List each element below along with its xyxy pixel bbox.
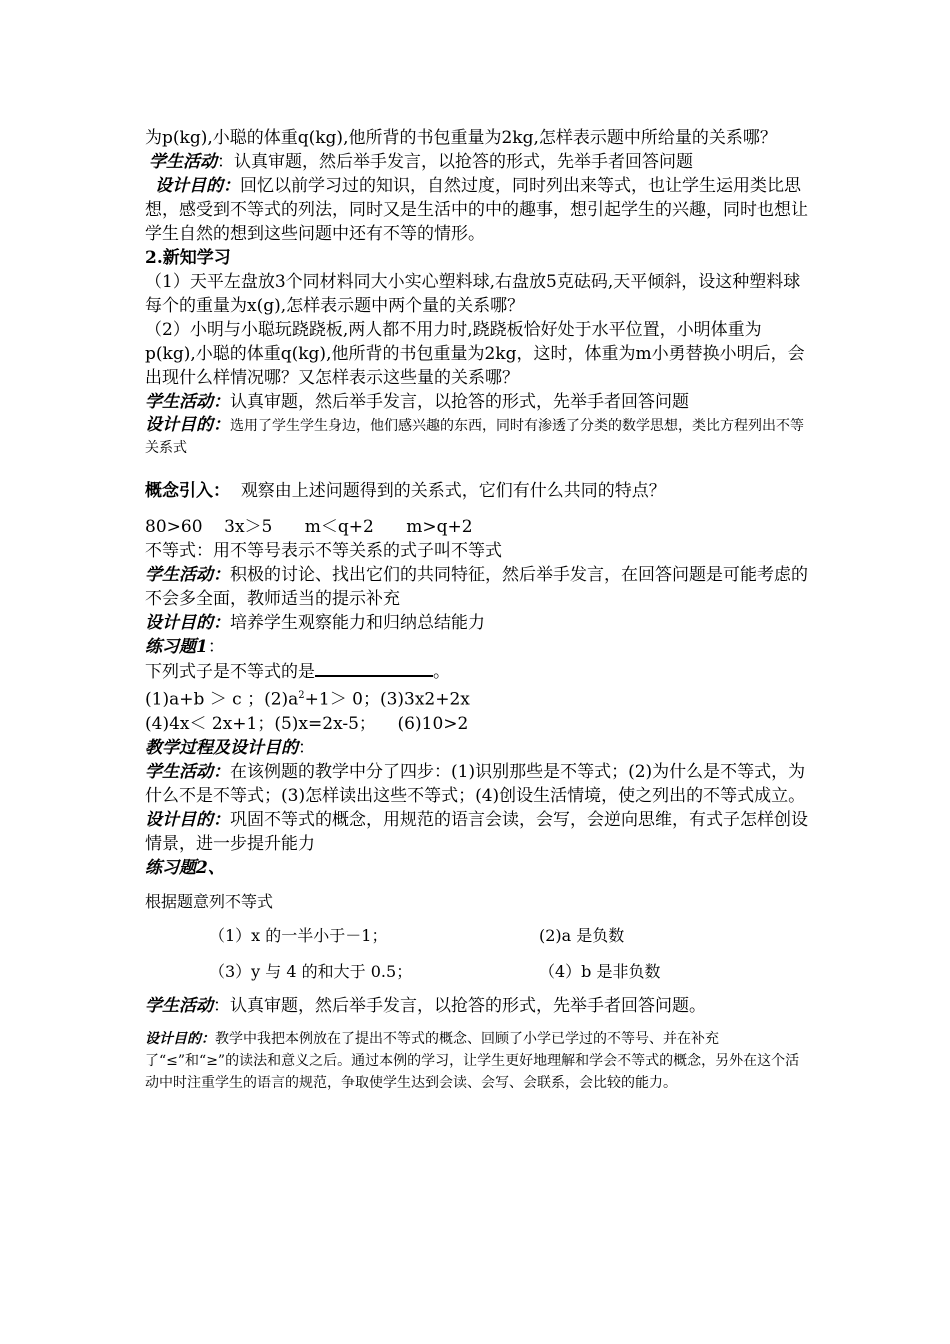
- activity-text: ：认真审题，然后举手发言，以抢答的形式，先举手者回答问题。: [213, 995, 706, 1016]
- exercise-2-row-2: [145, 956, 810, 988]
- activity-paragraph-3: [145, 563, 810, 611]
- purpose-text: 巩固不等式的概念，用规范的语言会读，会写，会逆向思维，有式子怎样创设情景，进一步提升能力: [145, 809, 808, 854]
- exercise-item: （1）x 的一半小于－1；: [209, 925, 388, 945]
- question-text: 下列式子是不等式的是: [145, 662, 315, 682]
- process-title-text: 教学过程及设计目的: [145, 737, 298, 758]
- purpose-text: 教学中我把本例放在了提出不等式的概念、回顾了小学已学过的不等号、并在补充了“≤”和“≥”的读法和意义之后。通过本例的学习，让学生更好地理解和学会不等式的概念，另外在这个活动中时注重学生的语言的规范，争取使学生达到会读、会写、会联系，会比较的能力。: [145, 1030, 800, 1091]
- purpose-paragraph-3: [145, 611, 810, 635]
- process-title: [145, 736, 810, 760]
- purpose-paragraph-5: [145, 1028, 810, 1094]
- question-suffix: 。: [433, 662, 450, 682]
- purpose-text: 选用了学生学生身边，他们感兴趣的东西，同时有渗透了分类的数学思想，类比方程列出不等关系式: [145, 418, 804, 456]
- purpose-label: 设计目的：: [145, 613, 230, 633]
- activity-label: 学生活动：: [145, 565, 230, 585]
- exercise-item: （4）b 是非负数: [539, 961, 661, 981]
- activity-label: 学生活动: [145, 995, 213, 1016]
- purpose-paragraph-2: [145, 414, 810, 459]
- activity-paragraph-4: [145, 760, 810, 808]
- document-page: [145, 126, 810, 1094]
- concept-label: 概念引入：: [145, 481, 230, 501]
- activity-label: 学生活动：: [145, 761, 230, 782]
- activity-text: 在该例题的教学中分了四步：(1)识别那些是不等式；(2)为什么是不等式，为什么不是不等式；(3)怎样读出这些不等式；(4)创设生活情境，使之列出的不等式成立。: [145, 761, 806, 806]
- exercise-1-title: [145, 635, 810, 659]
- process-title-suffix: ：: [298, 737, 315, 758]
- section-title: 2.新知学习: [145, 248, 231, 268]
- activity-paragraph-2: [145, 390, 810, 414]
- activity-label: 学生活动: [149, 152, 217, 172]
- exercise-item: (2)a 是负数: [539, 925, 625, 945]
- activity-text: 积极的讨论、找出它们的共同特征，然后举手发言，在回答问题是可能考虑的不会多全面，教师适当的提示补充: [145, 565, 808, 609]
- problem-2: （2）小明与小聪玩跷跷板,两人都不用力时,跷跷板恰好处于水平位置，小明体重为p(kg),小聪的体重q(kg),他所背的书包重量为2kg，这时，体重为m小勇替换小明后，会出现什么样情况哪？又怎样表示这些量的关系哪？: [145, 320, 805, 388]
- exercise-item: （3）y 与 4 的和大于 0.5；: [209, 961, 413, 981]
- purpose-label: 设计目的：: [145, 1030, 215, 1047]
- exercise-title: 练习题1: [145, 637, 208, 657]
- option-text: +1＞ 0；(3)3x2+2x: [304, 689, 470, 710]
- purpose-label: 设计目的：: [155, 176, 240, 196]
- exercise-1-options-line-1: [145, 684, 810, 712]
- exercise-2-title: 练习题2、: [145, 857, 225, 878]
- activity-paragraph-1: [145, 150, 810, 174]
- purpose-label: 设计目的：: [145, 809, 230, 830]
- purpose-label: 设计目的：: [145, 415, 230, 435]
- superscript: 2: [298, 690, 305, 701]
- answer-blank[interactable]: [315, 659, 433, 677]
- concept-expressions: 80>60 3x＞5 m＜q+2 m>q+2: [145, 517, 473, 537]
- exercise-2-instruction: 根据题意列不等式: [145, 891, 274, 911]
- exercise-1-options-line-2: (4)4x＜ 2x+1；(5)x=2x-5； (6)10>2: [145, 713, 469, 734]
- purpose-paragraph-4: [145, 808, 810, 856]
- activity-paragraph-5: [145, 994, 810, 1018]
- activity-text: ：认真审题，然后举手发言，以抢答的形式，先举手者回答问题: [217, 152, 693, 172]
- concept-intro: [145, 479, 810, 503]
- option-text: (1)a+b ＞ c ；(2)a: [145, 689, 299, 710]
- concept-text: 观察由上述问题得到的关系式，它们有什么共同的特点？: [240, 481, 666, 501]
- purpose-paragraph-1: [145, 174, 810, 246]
- exercise-title-suffix: ：: [207, 637, 225, 657]
- exercise-2-row-1: [145, 920, 810, 952]
- purpose-text: 回忆以前学习过的知识，自然过度，同时列出来等式，也让学生运用类比思想，感受到不等式的列法，同时又是生活中的中的趣事，想引起学生的兴趣，同时也想让学生自然的想到这些问题中还有不等的情形。: [145, 176, 808, 244]
- activity-text: 认真审题，然后举手发言，以抢答的形式，先举手者回答问题: [230, 392, 689, 412]
- problem-1: （1）天平左盘放3个同材料同大小实心塑料球,右盘放5克砝码,天平倾斜，设这种塑料球每个的重量为x(g),怎样表示题中两个量的关系哪？: [145, 272, 801, 316]
- concept-definition: 不等式：用不等号表示不等关系的式子叫不等式: [145, 541, 502, 561]
- activity-label: 学生活动：: [145, 392, 230, 412]
- exercise-1-question: [145, 659, 810, 684]
- purpose-text: 培养学生观察能力和归纳总结能力: [230, 613, 485, 633]
- intro-paragraph: 为p(kg),小聪的体重q(kg),他所背的书包重量为2kg,怎样表示题中所给量的关系哪？: [145, 128, 777, 148]
